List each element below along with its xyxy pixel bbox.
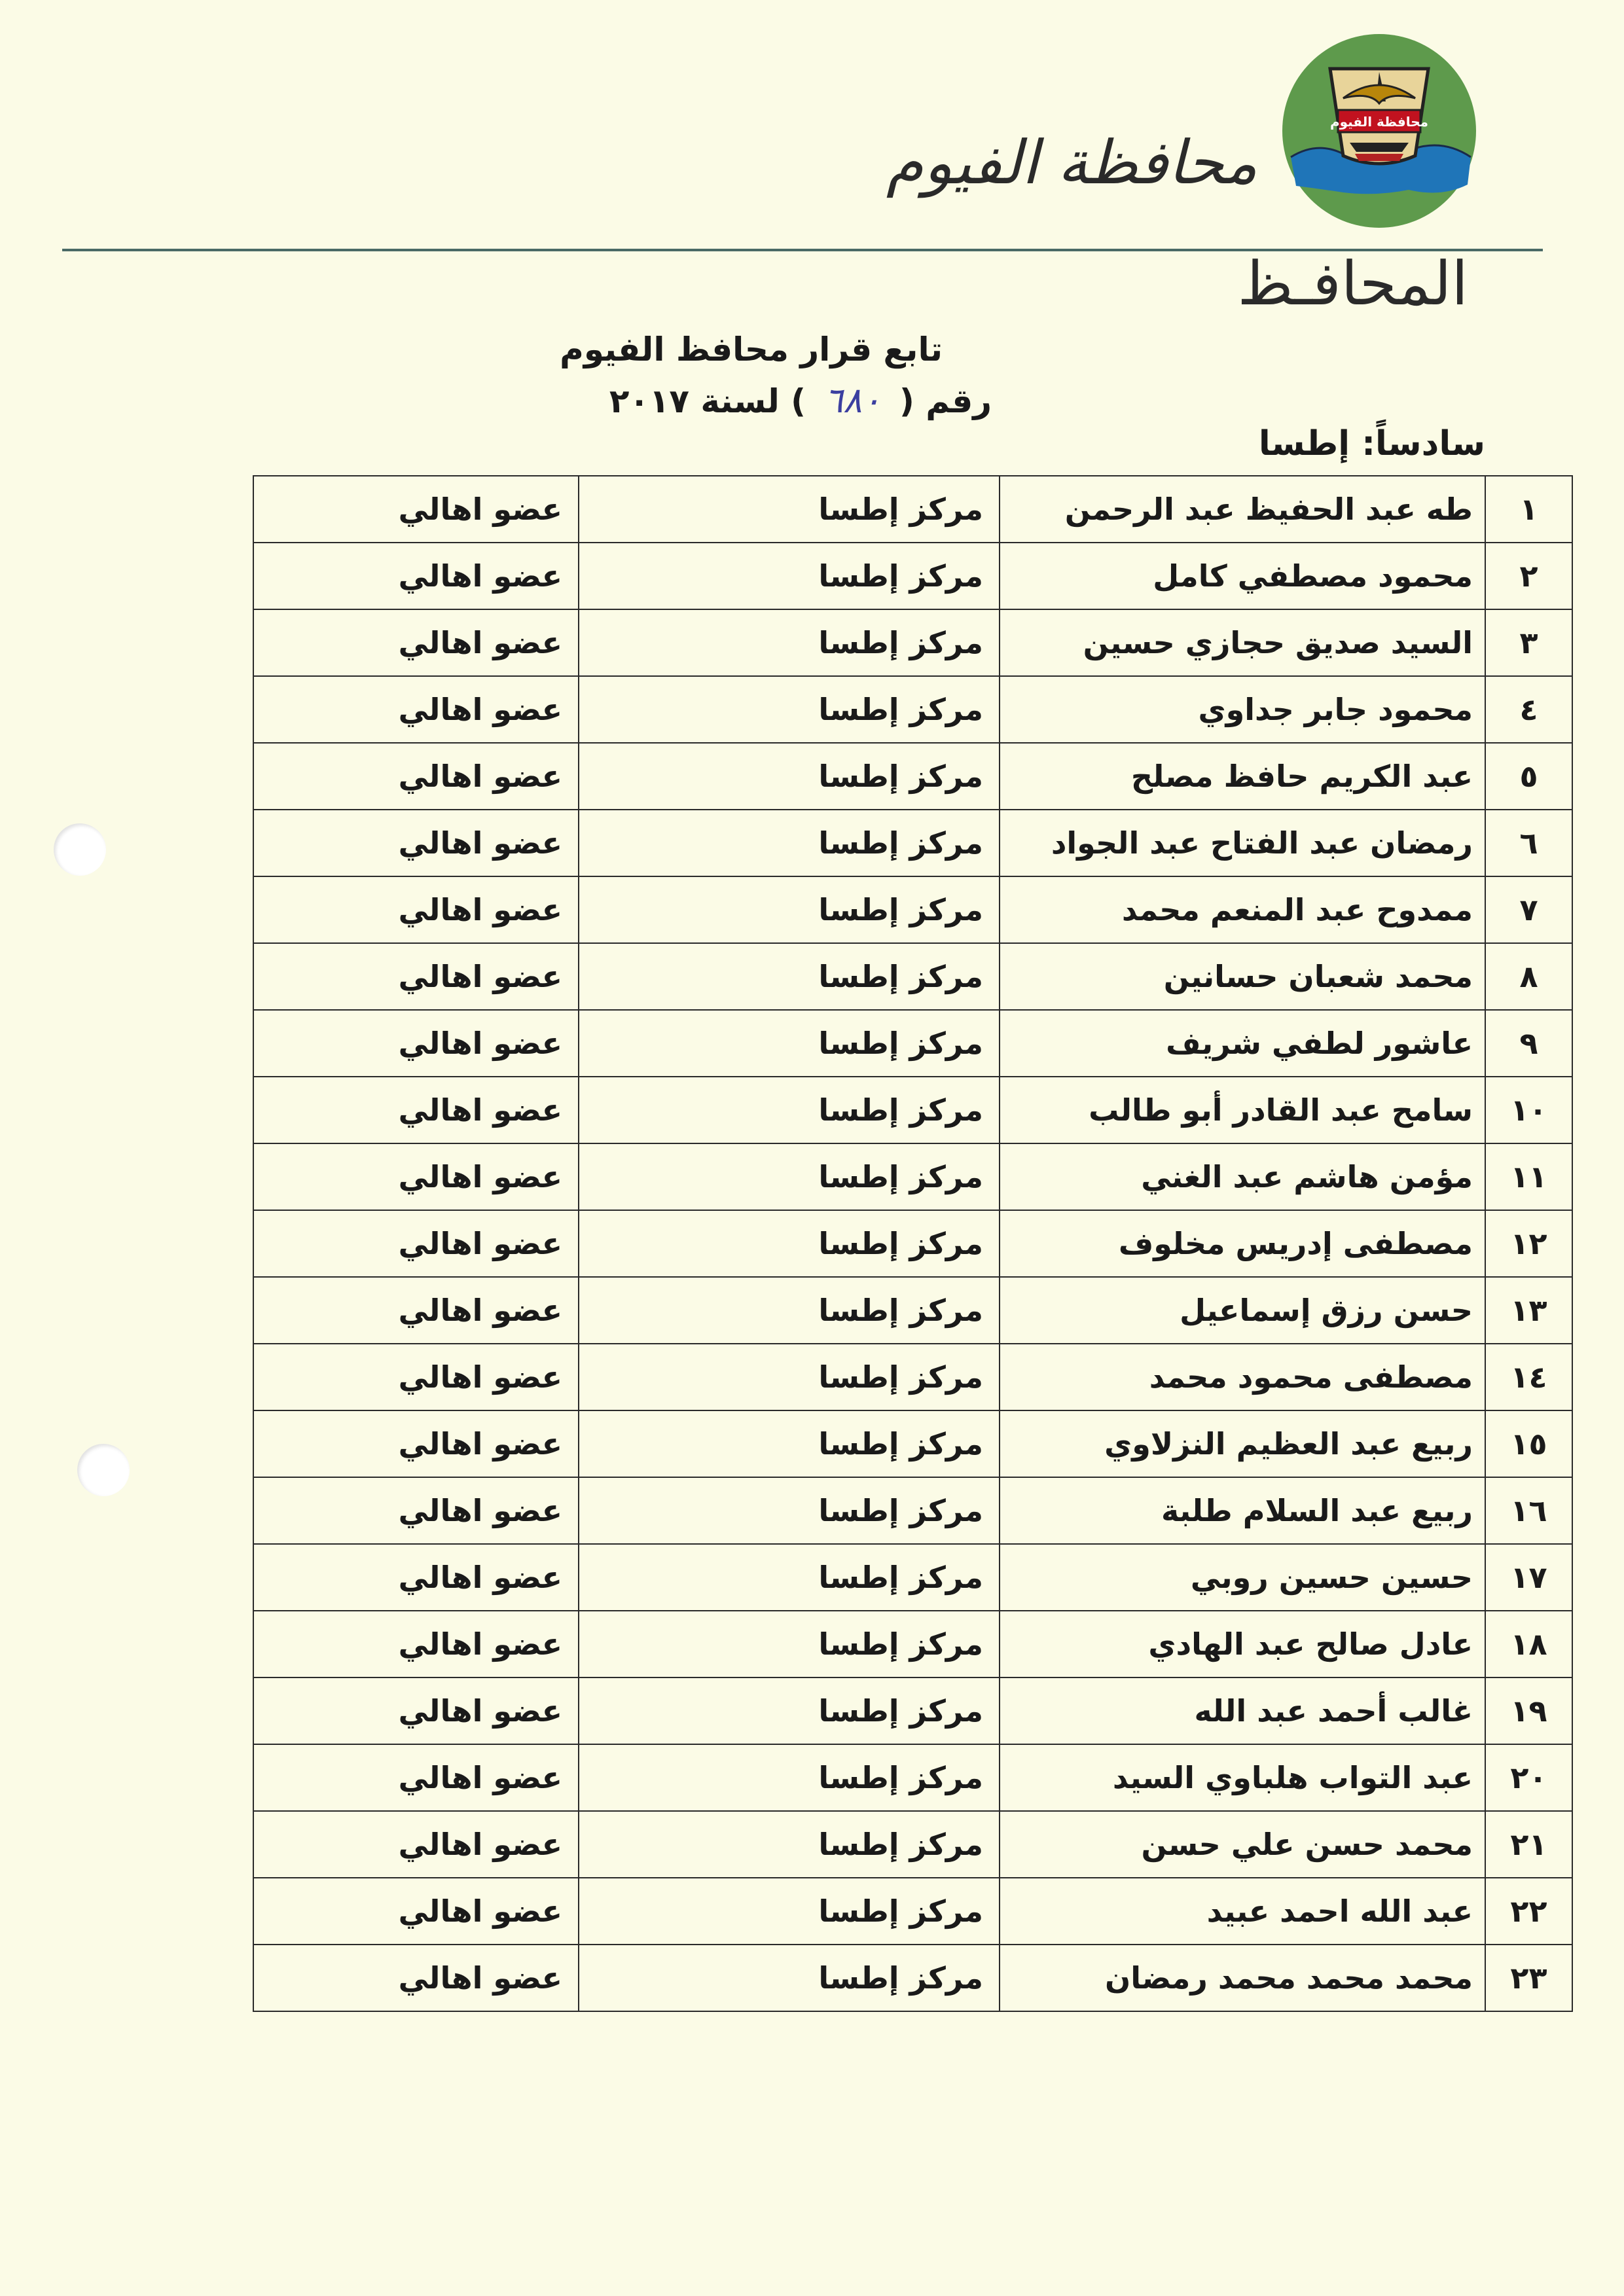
member-role: عضو اهالي: [253, 1611, 579, 1677]
table-row: [253, 476, 1572, 543]
row-number: ٥: [1485, 743, 1572, 810]
member-name: غالب أحمد عبد الله: [1000, 1677, 1485, 1744]
governorate-title: محافظة الفيوم: [886, 128, 1257, 198]
member-center: مركز إطسا: [579, 1210, 1000, 1277]
row-number: ١٢: [1485, 1210, 1572, 1277]
member-role: عضو اهالي: [253, 810, 579, 876]
member-center: مركز إطسا: [579, 676, 1000, 743]
office-title: المحافـظ: [1237, 249, 1468, 319]
member-name: عبد التواب هلباوي السيد: [1000, 1744, 1485, 1811]
member-name: سامح عبد القادر أبو طالب: [1000, 1077, 1485, 1143]
decision-number-line: [609, 380, 992, 421]
row-number: ٧: [1485, 876, 1572, 943]
table-row: [253, 1811, 1572, 1878]
member-center: مركز إطسا: [579, 543, 1000, 609]
member-name: محمود جابر جداوي: [1000, 676, 1485, 743]
row-number: ١١: [1485, 1143, 1572, 1210]
decision-number-suffix: ) لسنة: [700, 382, 806, 420]
member-center: مركز إطسا: [579, 609, 1000, 676]
table-row: [253, 1277, 1572, 1344]
row-number: ٢١: [1485, 1811, 1572, 1878]
table-row: [253, 1744, 1572, 1811]
row-number: ١٦: [1485, 1477, 1572, 1544]
member-center: مركز إطسا: [579, 1744, 1000, 1811]
table-row: [253, 1611, 1572, 1677]
row-number: ١٠: [1485, 1077, 1572, 1143]
member-center: مركز إطسا: [579, 1410, 1000, 1477]
member-name: السيد صديق حجازي حسين: [1000, 609, 1485, 676]
member-center: مركز إطسا: [579, 1010, 1000, 1077]
member-role: عضو اهالي: [253, 543, 579, 609]
member-center: مركز إطسا: [579, 810, 1000, 876]
member-name: محمد حسن علي حسن: [1000, 1811, 1485, 1878]
member-name: محمد محمد محمد رمضان: [1000, 1945, 1485, 2011]
member-role: عضو اهالي: [253, 1010, 579, 1077]
table-row: [253, 1010, 1572, 1077]
member-role: عضو اهالي: [253, 1210, 579, 1277]
table-row: [253, 1477, 1572, 1544]
member-center: مركز إطسا: [579, 1811, 1000, 1878]
member-center: مركز إطسا: [579, 1611, 1000, 1677]
member-role: عضو اهالي: [253, 943, 579, 1010]
member-role: عضو اهالي: [253, 1544, 579, 1611]
member-name: ربيع عبد السلام طلبة: [1000, 1477, 1485, 1544]
table-row: [253, 1143, 1572, 1210]
table-row: [253, 676, 1572, 743]
member-name: مؤمن هاشم عبد الغني: [1000, 1143, 1485, 1210]
member-name: عبد الكريم حافظ مصلح: [1000, 743, 1485, 810]
punch-hole: [77, 1444, 130, 1496]
member-center: مركز إطسا: [579, 876, 1000, 943]
row-number: ٣: [1485, 609, 1572, 676]
row-number: ١٥: [1485, 1410, 1572, 1477]
row-number: ٨: [1485, 943, 1572, 1010]
table-row: [253, 1410, 1572, 1477]
table-row: [253, 1677, 1572, 1744]
member-center: مركز إطسا: [579, 743, 1000, 810]
member-role: عضو اهالي: [253, 609, 579, 676]
row-number: ١٨: [1485, 1611, 1572, 1677]
member-center: مركز إطسا: [579, 1878, 1000, 1945]
member-role: عضو اهالي: [253, 1143, 579, 1210]
member-role: عضو اهالي: [253, 1878, 579, 1945]
fayoum-governorate-emblem: [1278, 33, 1481, 229]
section-title: سادساً: إطسا: [1258, 424, 1485, 463]
decision-title: تابع قرار محافظ الفيوم: [560, 331, 943, 368]
member-name: طه عبد الحفيظ عبد الرحمن: [1000, 476, 1485, 543]
table-row: [253, 743, 1572, 810]
table-row: [253, 1344, 1572, 1410]
table-row: [253, 943, 1572, 1010]
member-role: عضو اهالي: [253, 1811, 579, 1878]
row-number: ٦: [1485, 810, 1572, 876]
row-number: ٢٣: [1485, 1945, 1572, 2011]
member-center: مركز إطسا: [579, 1077, 1000, 1143]
table-row: [253, 1878, 1572, 1945]
member-center: مركز إطسا: [579, 1277, 1000, 1344]
row-number: ١٤: [1485, 1344, 1572, 1410]
member-name: عبد الله احمد عبيد: [1000, 1878, 1485, 1945]
row-number: ١٧: [1485, 1544, 1572, 1611]
members-table: [253, 475, 1573, 2012]
member-name: محمد شعبان حسانين: [1000, 943, 1485, 1010]
table-row: [253, 1544, 1572, 1611]
member-center: مركز إطسا: [579, 1544, 1000, 1611]
member-role: عضو اهالي: [253, 1077, 579, 1143]
member-center: مركز إطسا: [579, 1945, 1000, 2011]
member-name: عادل صالح عبد الهادي: [1000, 1611, 1485, 1677]
member-role: عضو اهالي: [253, 476, 579, 543]
member-role: عضو اهالي: [253, 1744, 579, 1811]
member-center: مركز إطسا: [579, 1677, 1000, 1744]
row-number: ٩: [1485, 1010, 1572, 1077]
member-name: ربيع عبد العظيم النزلاوي: [1000, 1410, 1485, 1477]
member-role: عضو اهالي: [253, 743, 579, 810]
member-name: رمضان عبد الفتاح عبد الجواد: [1000, 810, 1485, 876]
row-number: ١٩: [1485, 1677, 1572, 1744]
member-center: مركز إطسا: [579, 1344, 1000, 1410]
member-center: مركز إطسا: [579, 476, 1000, 543]
decision-number-prefix: رقم (: [899, 382, 992, 420]
member-name: حسين حسين روبي: [1000, 1544, 1485, 1611]
row-number: ٢: [1485, 543, 1572, 609]
member-center: مركز إطسا: [579, 943, 1000, 1010]
row-number: ٤: [1485, 676, 1572, 743]
member-name: ممدوح عبد المنعم محمد: [1000, 876, 1485, 943]
member-role: عضو اهالي: [253, 876, 579, 943]
table-row: [253, 1210, 1572, 1277]
member-name: حسن رزق إسماعيل: [1000, 1277, 1485, 1344]
member-name: مصطفى محمود محمد: [1000, 1344, 1485, 1410]
table-row: [253, 1945, 1572, 2011]
member-role: عضو اهالي: [253, 1945, 579, 2011]
punch-hole: [54, 823, 106, 876]
member-center: مركز إطسا: [579, 1143, 1000, 1210]
decision-year: ٢٠١٧: [609, 382, 689, 420]
table-row: [253, 810, 1572, 876]
member-name: محمود مصطفي كامل: [1000, 543, 1485, 609]
member-center: مركز إطسا: [579, 1477, 1000, 1544]
member-role: عضو اهالي: [253, 1477, 579, 1544]
row-number: ٢٢: [1485, 1878, 1572, 1945]
member-role: عضو اهالي: [253, 1344, 579, 1410]
table-row: [253, 876, 1572, 943]
table-row: [253, 1077, 1572, 1143]
row-number: ١: [1485, 476, 1572, 543]
table-row: [253, 609, 1572, 676]
row-number: ١٣: [1485, 1277, 1572, 1344]
decision-number: ٦٨٠: [823, 380, 881, 421]
member-role: عضو اهالي: [253, 1677, 579, 1744]
member-role: عضو اهالي: [253, 1277, 579, 1344]
member-role: عضو اهالي: [253, 676, 579, 743]
table-row: [253, 543, 1572, 609]
emblem-text: محافظة الفيوم: [1329, 114, 1429, 130]
row-number: ٢٠: [1485, 1744, 1572, 1811]
member-role: عضو اهالي: [253, 1410, 579, 1477]
member-name: عاشور لطفي شريف: [1000, 1010, 1485, 1077]
member-name: مصطفى إدريس مخلوف: [1000, 1210, 1485, 1277]
